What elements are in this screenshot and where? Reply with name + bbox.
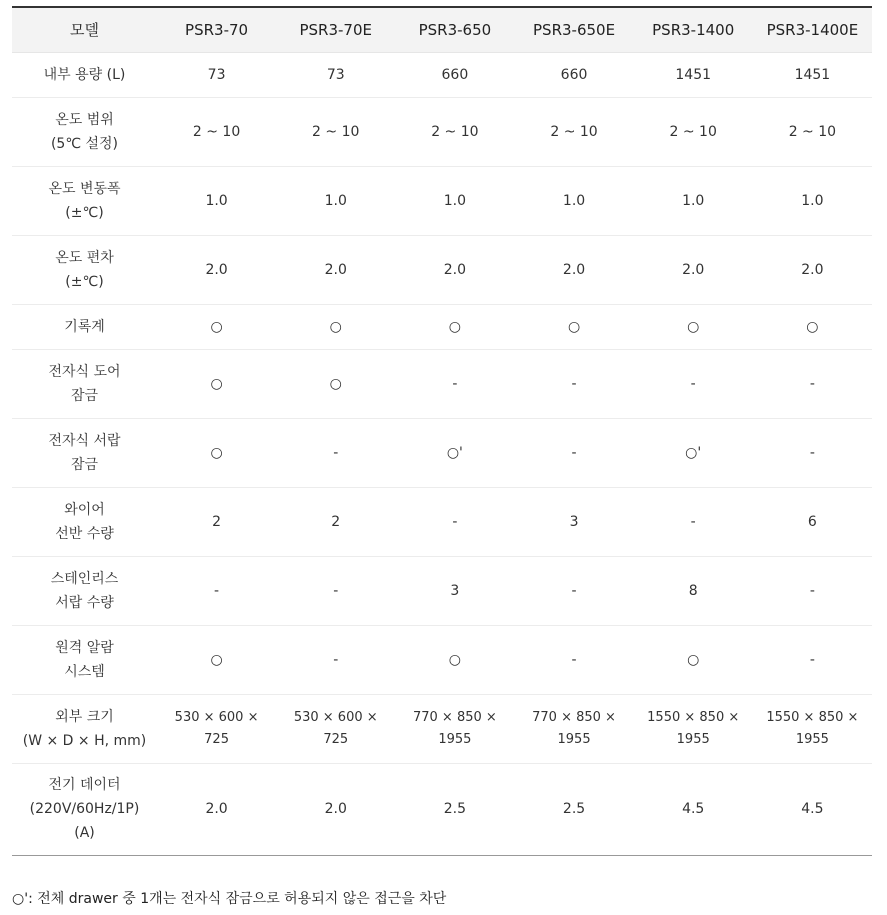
spec-cell: 2 ~ 10 (431, 123, 479, 140)
model-header: PSR3-650 (395, 7, 514, 52)
model-header: PSR3-70 (157, 7, 276, 52)
spec-cell: 530 × 600 × 725 (174, 709, 259, 747)
spec-cell: ○ (448, 318, 461, 335)
spec-cell: - (571, 651, 577, 668)
spec-cell: 2.0 (562, 261, 586, 278)
spec-cell: ○ (210, 651, 223, 668)
spec-cell: 4.5 (682, 801, 705, 817)
spec-cell: ○ (210, 318, 223, 335)
model-header: PSR3-1400 (634, 7, 753, 52)
spec-cell: 2.0 (682, 261, 705, 278)
spec-cell: ○ (329, 375, 342, 392)
spec-cell: 3 (569, 513, 579, 530)
spec-cell: 1.0 (801, 192, 824, 209)
row-label: 전자식 서랍 잠금 (48, 432, 121, 473)
spec-cell: 2 ~ 10 (788, 123, 837, 140)
spec-cell: 2 ~ 10 (550, 123, 598, 140)
spec-table (12, 6, 872, 856)
spec-cell: - (333, 651, 339, 668)
spec-row (12, 166, 872, 235)
spec-cell: 4.5 (801, 801, 824, 817)
spec-row (12, 625, 872, 694)
spec-cell: 1550 × 850 × 1955 (766, 709, 859, 747)
spec-cell: 2 ~ 10 (669, 123, 717, 140)
spec-cell: 660 (560, 66, 588, 83)
row-label: 스테인리스 서랍 수량 (50, 570, 119, 611)
spec-cell: 2.0 (205, 801, 228, 817)
spec-cell: - (809, 444, 815, 461)
spec-row (12, 304, 872, 349)
spec-cell: 6 (807, 513, 817, 530)
spec-row (12, 349, 872, 418)
spec-cell: - (571, 375, 577, 392)
row-label: 외부 크기 (W × D × H, mm) (22, 708, 147, 749)
spec-cell: - (333, 444, 339, 461)
spec-cell: - (333, 582, 339, 599)
spec-cell: - (571, 582, 577, 599)
spec-row (12, 556, 872, 625)
row-label: 내부 용량 (L) (43, 66, 126, 83)
spec-cell: 1.0 (324, 192, 347, 209)
spec-cell: 2 (331, 513, 341, 530)
spec-cell: ○ (329, 318, 342, 335)
spec-row (12, 97, 872, 166)
header-row (12, 7, 872, 52)
model-header: PSR3-1400E (753, 7, 872, 52)
spec-cell: ○ (210, 375, 223, 392)
row-label: 온도 편차 (±℃) (55, 249, 114, 290)
spec-cell: 1.0 (562, 192, 586, 209)
spec-cell: ○ (567, 318, 581, 335)
spec-row (12, 763, 872, 855)
spec-cell: 2 (212, 513, 222, 530)
spec-cell: ○ (806, 318, 819, 335)
spec-cell: 2.0 (443, 261, 467, 278)
row-label: 기록계 (64, 318, 105, 335)
spec-cell: - (809, 375, 815, 392)
spec-cell: 530 × 600 × 725 (293, 709, 378, 747)
spec-cell: 2.0 (324, 261, 347, 278)
spec-cell: - (571, 444, 577, 461)
model-header: PSR3-650E (514, 7, 633, 52)
spec-cell: 2.0 (801, 261, 824, 278)
spec-cell: 2.5 (562, 801, 586, 817)
spec-cell: 2.5 (443, 801, 467, 817)
spec-cell: 1550 × 850 × 1955 (647, 709, 740, 747)
spec-cell: 770 × 850 × 1955 (412, 709, 497, 747)
row-label: 원격 알람 시스템 (55, 639, 114, 680)
spec-row (12, 418, 872, 487)
spec-cell: - (809, 651, 815, 668)
spec-cell: - (809, 582, 815, 599)
spec-cell: ○ (448, 651, 461, 668)
spec-row (12, 52, 872, 97)
spec-cell: 2.0 (324, 801, 347, 817)
spec-cell: 2.0 (205, 261, 228, 278)
spec-cell: 1.0 (682, 192, 705, 209)
spec-row (12, 487, 872, 556)
spec-cell: 8 (688, 582, 698, 599)
spec-cell: 1.0 (443, 192, 467, 209)
spec-cell: ○ (687, 318, 700, 335)
spec-cell: 73 (207, 66, 226, 83)
spec-cell: 1451 (675, 66, 712, 83)
spec-cell: - (690, 513, 696, 530)
spec-cell: 1451 (794, 66, 831, 83)
row-label: 와이어 선반 수량 (55, 501, 114, 542)
spec-cell: 1.0 (205, 192, 228, 209)
spec-cell: 770 × 850 × 1955 (532, 709, 616, 747)
spec-cell: 73 (326, 66, 345, 83)
spec-cell: - (690, 375, 696, 392)
spec-cell: - (452, 513, 458, 530)
header-label: 모델 (12, 7, 157, 52)
row-label: 전자식 도어 잠금 (48, 363, 121, 404)
spec-cell: ○ (210, 444, 223, 461)
row-label: 전기 데이터 (220V/60Hz/1P) (A) (29, 777, 140, 841)
row-label: 온도 변동폭 (±℃) (48, 180, 121, 221)
spec-row (12, 694, 872, 763)
spec-cell: 660 (441, 66, 469, 83)
spec-cell: - (214, 582, 220, 599)
model-header: PSR3-70E (276, 7, 395, 52)
footnote: ○': 전체 drawer 중 1개는 전자식 잠금으로 허용되지 않은 접근을 차단 (12, 891, 447, 907)
spec-cell: 2 ~ 10 (312, 123, 360, 140)
spec-row (12, 235, 872, 304)
spec-cell: 3 (450, 582, 460, 599)
spec-cell: 2 ~ 10 (192, 123, 241, 140)
spec-cell: - (452, 375, 458, 392)
spec-cell: ○' (685, 444, 702, 461)
spec-cell: ○ (687, 651, 700, 668)
spec-cell: ○' (446, 444, 463, 461)
row-label: 온도 범위 (5℃ 설정) (50, 111, 119, 152)
